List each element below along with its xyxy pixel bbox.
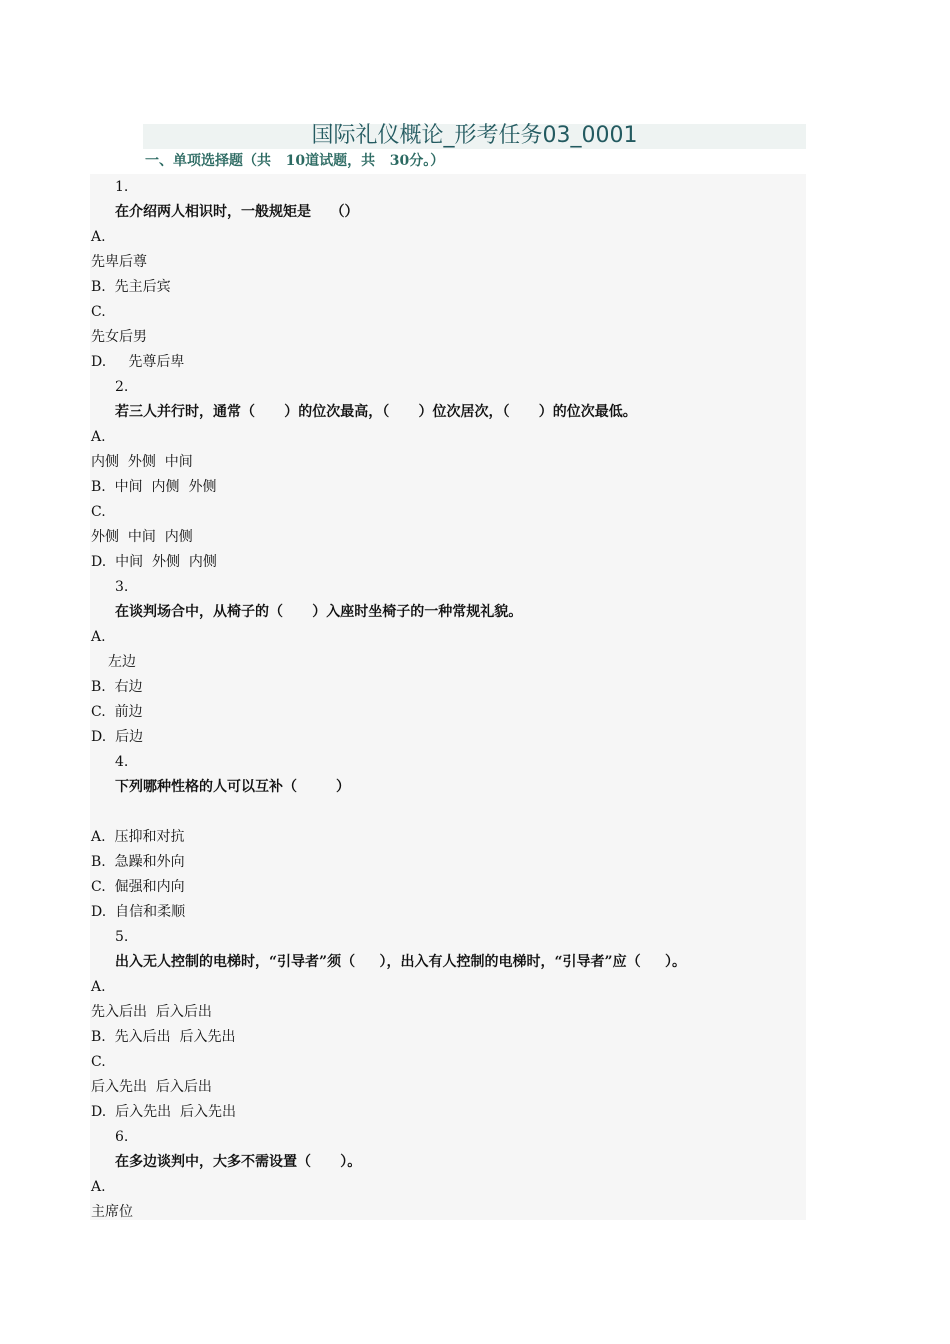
option-d[interactable]: D. 中间 外侧 内侧 xyxy=(91,554,217,570)
option-text[interactable]: 内侧 外侧 中间 xyxy=(91,454,193,470)
question-number: 5. xyxy=(115,929,129,945)
option-label[interactable]: C. xyxy=(91,504,106,520)
option-text[interactable]: 先入后出 后入后出 xyxy=(91,1004,212,1020)
page-title: 国际礼仪概论_形考任务03_0001 xyxy=(311,123,638,148)
question-number: 1. xyxy=(115,179,129,195)
question-number: 4. xyxy=(115,754,129,770)
option-text[interactable]: 后入先出 后入后出 xyxy=(91,1079,212,1095)
question-text: 若三人并行时，通常（ ）的位次最高，（ ）位次居次，（ ）的位次最低。 xyxy=(115,404,637,420)
option-text[interactable]: 先女后男 xyxy=(91,329,147,345)
option-d[interactable]: D. 后边 xyxy=(91,729,144,745)
option-d[interactable]: D. 先尊后卑 xyxy=(91,354,185,370)
option-b[interactable]: B. 先主后宾 xyxy=(91,279,171,295)
option-label[interactable]: C. xyxy=(91,1054,106,1070)
question-text: 下列哪种性格的人可以互补（ ） xyxy=(115,779,350,795)
question-text: 出入无人控制的电梯时，“引导者”须（ ），出入有人控制的电梯时，“引导者”应（ ）。 xyxy=(115,954,686,970)
question-text: 在介绍两人相识时，一般规矩是 （） xyxy=(115,204,359,220)
option-a[interactable]: A. 压抑和对抗 xyxy=(91,829,185,845)
option-label[interactable]: A. xyxy=(91,1179,106,1195)
option-b[interactable]: B. 急躁和外向 xyxy=(91,854,185,870)
option-text[interactable]: 先卑后尊 xyxy=(91,254,147,270)
option-b[interactable]: B. 右边 xyxy=(91,679,143,695)
question-text: 在多边谈判中，大多不需设置（ ）。 xyxy=(115,1154,362,1170)
option-text[interactable]: 左边 xyxy=(108,654,136,670)
question-number: 3. xyxy=(115,579,129,595)
option-label[interactable]: A. xyxy=(91,979,106,995)
question-number: 6. xyxy=(115,1129,129,1145)
option-d[interactable]: D. 后入先出 后入先出 xyxy=(91,1104,236,1120)
option-b[interactable]: B. 先入后出 后入先出 xyxy=(91,1029,236,1045)
option-text[interactable]: 主席位 xyxy=(91,1204,133,1220)
option-label[interactable]: A. xyxy=(91,429,106,445)
option-label[interactable]: A. xyxy=(91,629,106,645)
option-c[interactable]: C. 前边 xyxy=(91,704,143,720)
question-number: 2. xyxy=(115,379,129,395)
section-header: 一、单项选择题（共 10道试题，共 30分。） xyxy=(145,153,445,169)
blank-line xyxy=(0,800,950,825)
question-text: 在谈判场合中，从椅子的（ ）入座时坐椅子的一种常规礼貌。 xyxy=(115,604,523,620)
option-c[interactable]: C. 倔强和内向 xyxy=(91,879,185,895)
option-label[interactable]: A. xyxy=(91,229,106,245)
option-d[interactable]: D. 自信和柔顺 xyxy=(91,904,186,920)
option-b[interactable]: B. 中间 内侧 外侧 xyxy=(91,479,217,495)
option-label[interactable]: C. xyxy=(91,304,106,320)
question-list xyxy=(0,175,950,1225)
option-text[interactable]: 外侧 中间 内侧 xyxy=(91,529,193,545)
